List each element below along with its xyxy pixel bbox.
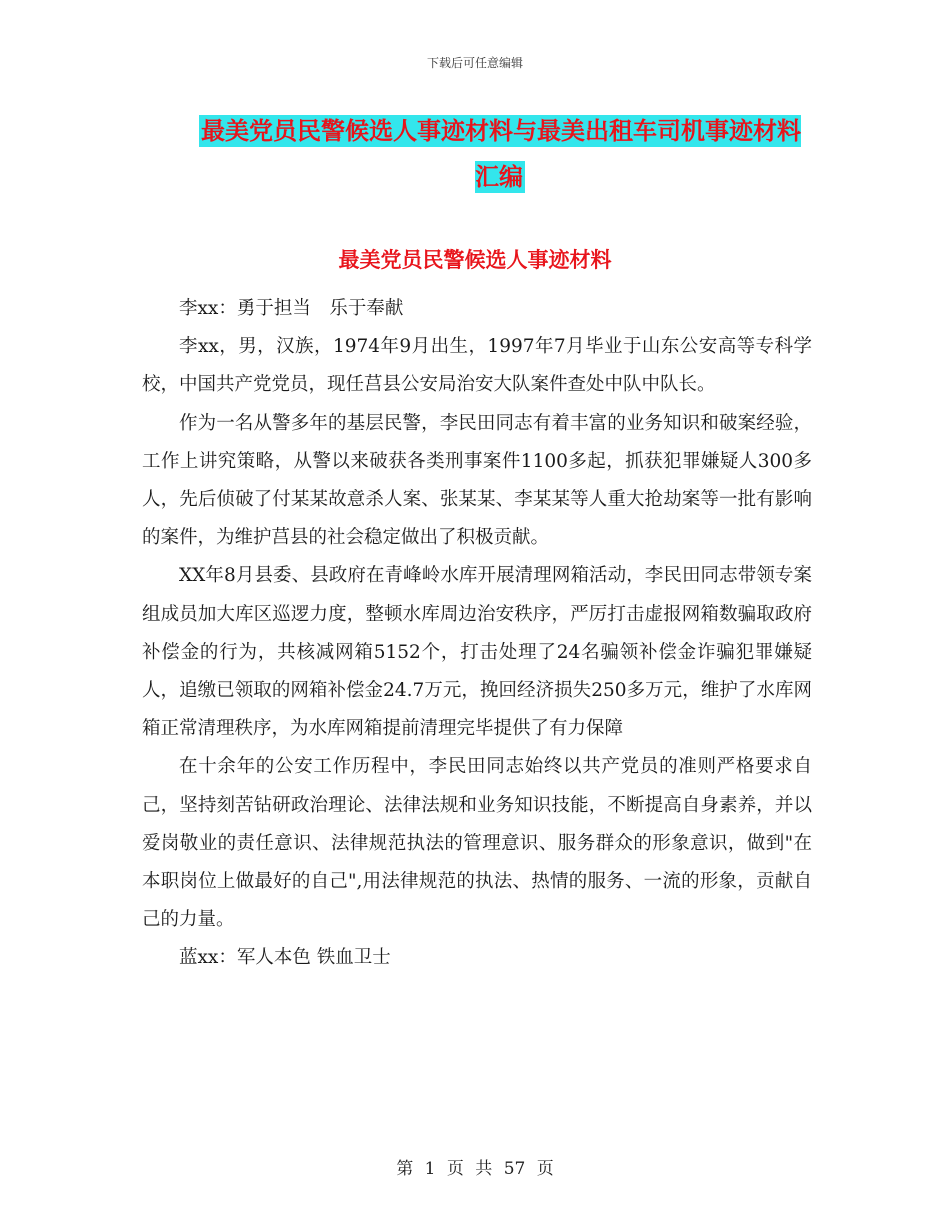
paragraph: 作为一名从警多年的基层民警，李民田同志有着丰富的业务知识和破案经验，工作上讲究策略，从警以来破获各类刑事案件1100多起，抓获犯罪嫌疑人300多人，先后侦破了付某某故意杀人案、张某某、李某某等人重大抢劫案等一批有影响的案件，为维护莒县的社会稳定做出了积极贡献。 [142,412,812,549]
document-title [190,108,810,200]
paragraph-subheading-2: 蓝xx：军人本色 铁血卫士 [179,947,391,969]
paragraph-subheading-1: 李xx：勇于担当 乐于奉献 [179,298,404,319]
paragraph: 李xx，男，汉族，1974年9月出生，1997年7月毕业于山东公安高等专科学校，中国共产党党员，现任莒县公安局治安大队案件查处中队中队长。 [142,336,812,396]
page-footer: 第 1 页 共 57 页 [396,1159,554,1179]
paragraph: XX年8月县委、县政府在青峰岭水库开展清理网箱活动，李民田同志带领专案组成员加大库区巡逻力度，整顿水库周边治安秩序，严厉打击虚报网箱数骗取政府补偿金的行为，共核减网箱5152个，打击处理了24名骗领补偿金诈骗犯罪嫌疑人，追缴已领取的网箱补偿金24.7万元，挽回经济损失250多万元，维护了水库网箱正常清理秩序，为水库网箱提前清理完毕提供了有力保障 [142,565,812,740]
document-title-text: 最美党员民警候选人事迹材料与最美出租车司机事迹材料汇编 [201,117,801,191]
header-note: 下载后可任意编辑 [426,56,523,70]
paragraph: 在十余年的公安工作历程中，李民田同志始终以共产党员的准则严格要求自己，坚持刻苦钻研政治理论、法律法规和业务知识技能，不断提高自身素养，并以爱岗敬业的责任意识、法律规范执法的管理意识、服务群众的形象意识，做到"在本职岗位上做最好的自己",用法律规范的执法、热情的服务、一流的形象，贡献自己的力量。 [142,756,812,931]
document-body [142,290,812,978]
section-title: 最美党员民警候选人事迹材料 [338,248,612,272]
